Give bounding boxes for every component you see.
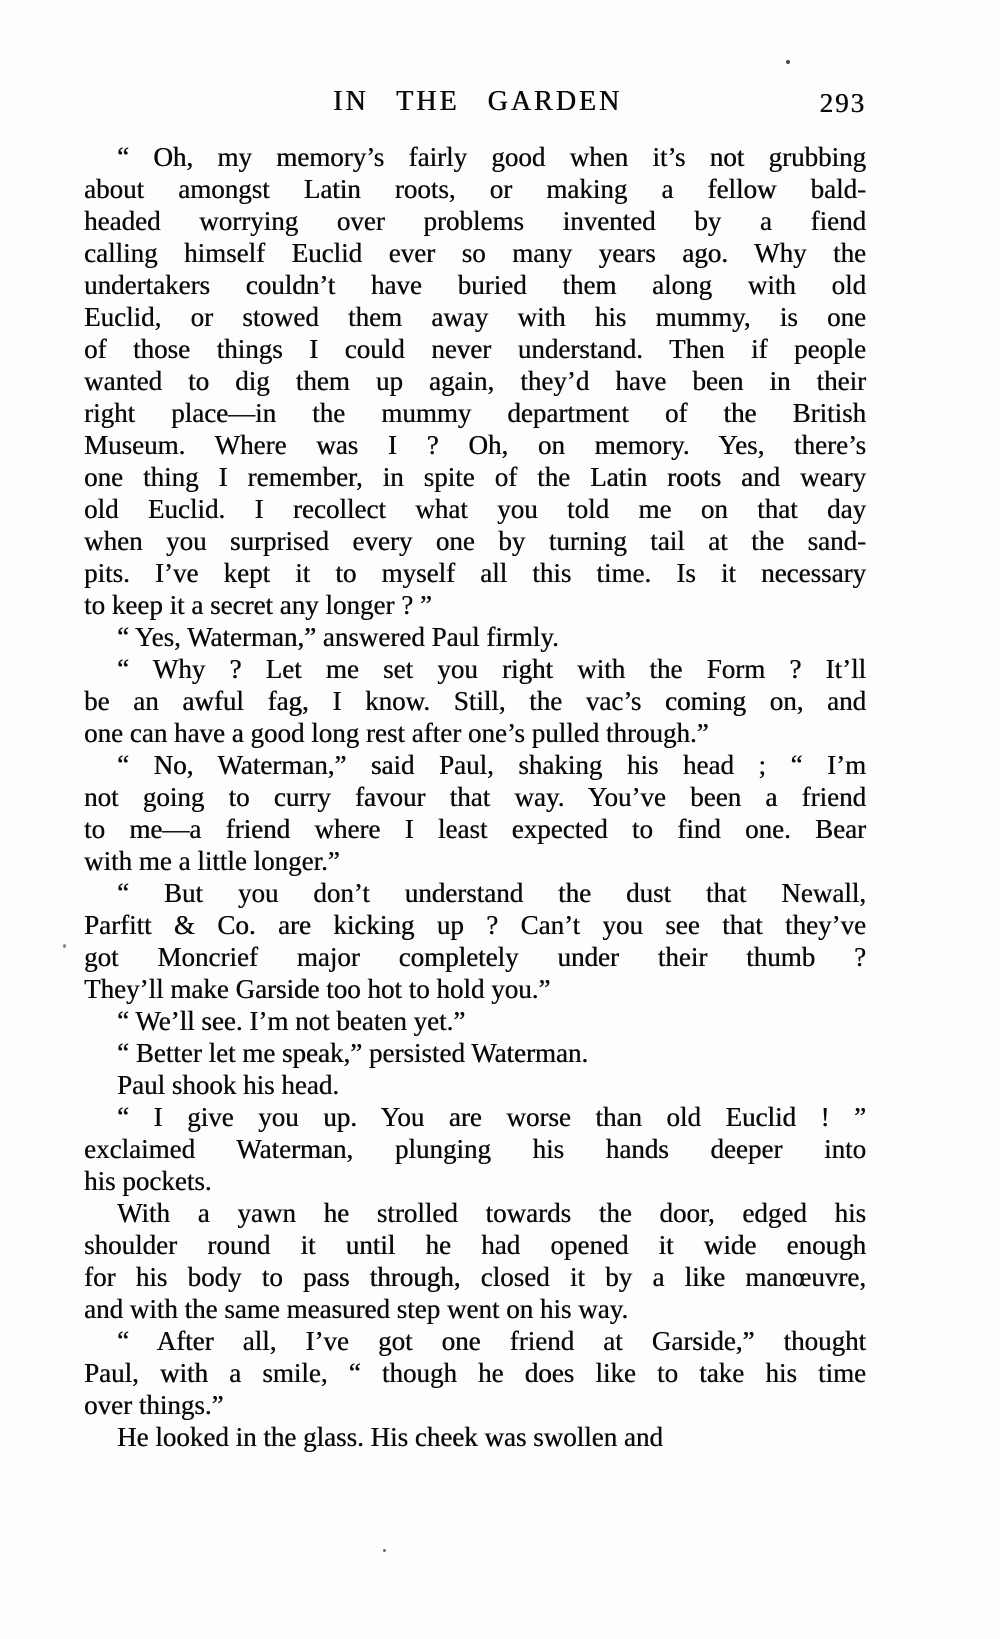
text-line: undertakers couldn’t have buried them along with old [84, 270, 866, 300]
paragraph [84, 1101, 866, 1197]
text-line: He looked in the glass. His cheek was swollen and [117, 1422, 663, 1452]
scan-speck [786, 60, 790, 64]
text-line: “ Yes, Waterman,” answered Paul firmly. [117, 622, 559, 652]
running-head: IN THE GARDEN [333, 86, 623, 117]
text-line: one can have a good long rest after one’s pulled through.” [84, 718, 709, 748]
text-line: “ I give you up. You are worse than old Euclid ! ” [117, 1102, 866, 1132]
text-line: “ But you don’t understand the dust that Newall, [117, 878, 866, 908]
text-line: when you surprised every one by turning tail at the sand- [84, 526, 866, 556]
paragraph [84, 1325, 866, 1421]
scan-speck [383, 1549, 386, 1552]
text-line: wanted to dig them up again, they’d have been in their [84, 366, 866, 396]
paragraph [84, 1037, 866, 1069]
paragraph [84, 621, 866, 653]
text-line: to me—a friend where I least expected to find one. Bear [84, 814, 866, 844]
text-line: Parfitt & Co. are kicking up ? Can’t you see that they’ve [84, 910, 866, 940]
text-line: exclaimed Waterman, plunging his hands deeper into [84, 1134, 866, 1164]
text-line: with me a little longer.” [84, 846, 340, 876]
text-line: “ No, Waterman,” said Paul, shaking his head ; “ I’m [117, 750, 866, 780]
text-line: pits. I’ve kept it to myself all this time. Is it necessary [84, 558, 866, 588]
paragraph [84, 1069, 866, 1101]
text-line: for his body to pass through, closed it by a like manœuvre, [84, 1262, 866, 1292]
text-line: of those things I could never understand. Then if people [84, 334, 866, 364]
text-line: With a yawn he strolled towards the door, edged his [117, 1198, 866, 1228]
paragraph [84, 141, 866, 621]
text-line: to keep it a secret any longer ? ” [84, 590, 432, 620]
text-line: They’ll make Garside too hot to hold you.” [84, 974, 551, 1004]
text-line: and with the same measured step went on his way. [84, 1294, 629, 1324]
text-line: “ Better let me speak,” persisted Waterman. [117, 1038, 589, 1068]
text-line: Paul shook his head. [117, 1070, 339, 1100]
text-line: not going to curry favour that way. You’ve been a friend [84, 782, 866, 812]
text-line: Euclid, or stowed them away with his mummy, is one [84, 302, 866, 332]
paragraph [84, 1421, 866, 1453]
text-line: Museum. Where was I ? Oh, on memory. Yes, there’s [84, 430, 866, 460]
scan-speck [63, 944, 66, 948]
text-line: “ After all, I’ve got one friend at Garside,” thought [117, 1326, 866, 1356]
paragraph [84, 653, 866, 749]
text-line: about amongst Latin roots, or making a fellow bald- [84, 174, 866, 204]
paragraph [84, 1005, 866, 1037]
page-body [84, 141, 866, 1453]
text-line: old Euclid. I recollect what you told me on that day [84, 494, 866, 524]
text-line: “ Why ? Let me set you right with the Form ? It’ll [117, 654, 866, 684]
text-line: over things.” [84, 1390, 224, 1420]
text-line: one thing I remember, in spite of the Latin roots and weary [84, 462, 866, 492]
text-line: Paul, with a smile, “ though he does like to take his time [84, 1358, 866, 1388]
text-line: “ We’ll see. I’m not beaten yet.” [117, 1006, 466, 1036]
text-line: got Moncrief major completely under their thumb ? [84, 942, 866, 972]
text-line: be an awful fag, I know. Still, the vac’s coming on, and [84, 686, 866, 716]
text-line: his pockets. [84, 1166, 212, 1196]
paragraph [84, 749, 866, 877]
text-line: “ Oh, my memory’s fairly good when it’s not grubbing [117, 142, 866, 172]
text-line: headed worrying over problems invented by a fiend [84, 206, 866, 236]
page-number: 293 [819, 88, 866, 118]
text-line: calling himself Euclid ever so many years ago. Why the [84, 238, 866, 268]
paragraph [84, 877, 866, 1005]
text-line: shoulder round it until he had opened it wide enough [84, 1230, 866, 1260]
paragraph [84, 1197, 866, 1325]
text-line: right place—in the mummy department of the British [84, 398, 866, 428]
